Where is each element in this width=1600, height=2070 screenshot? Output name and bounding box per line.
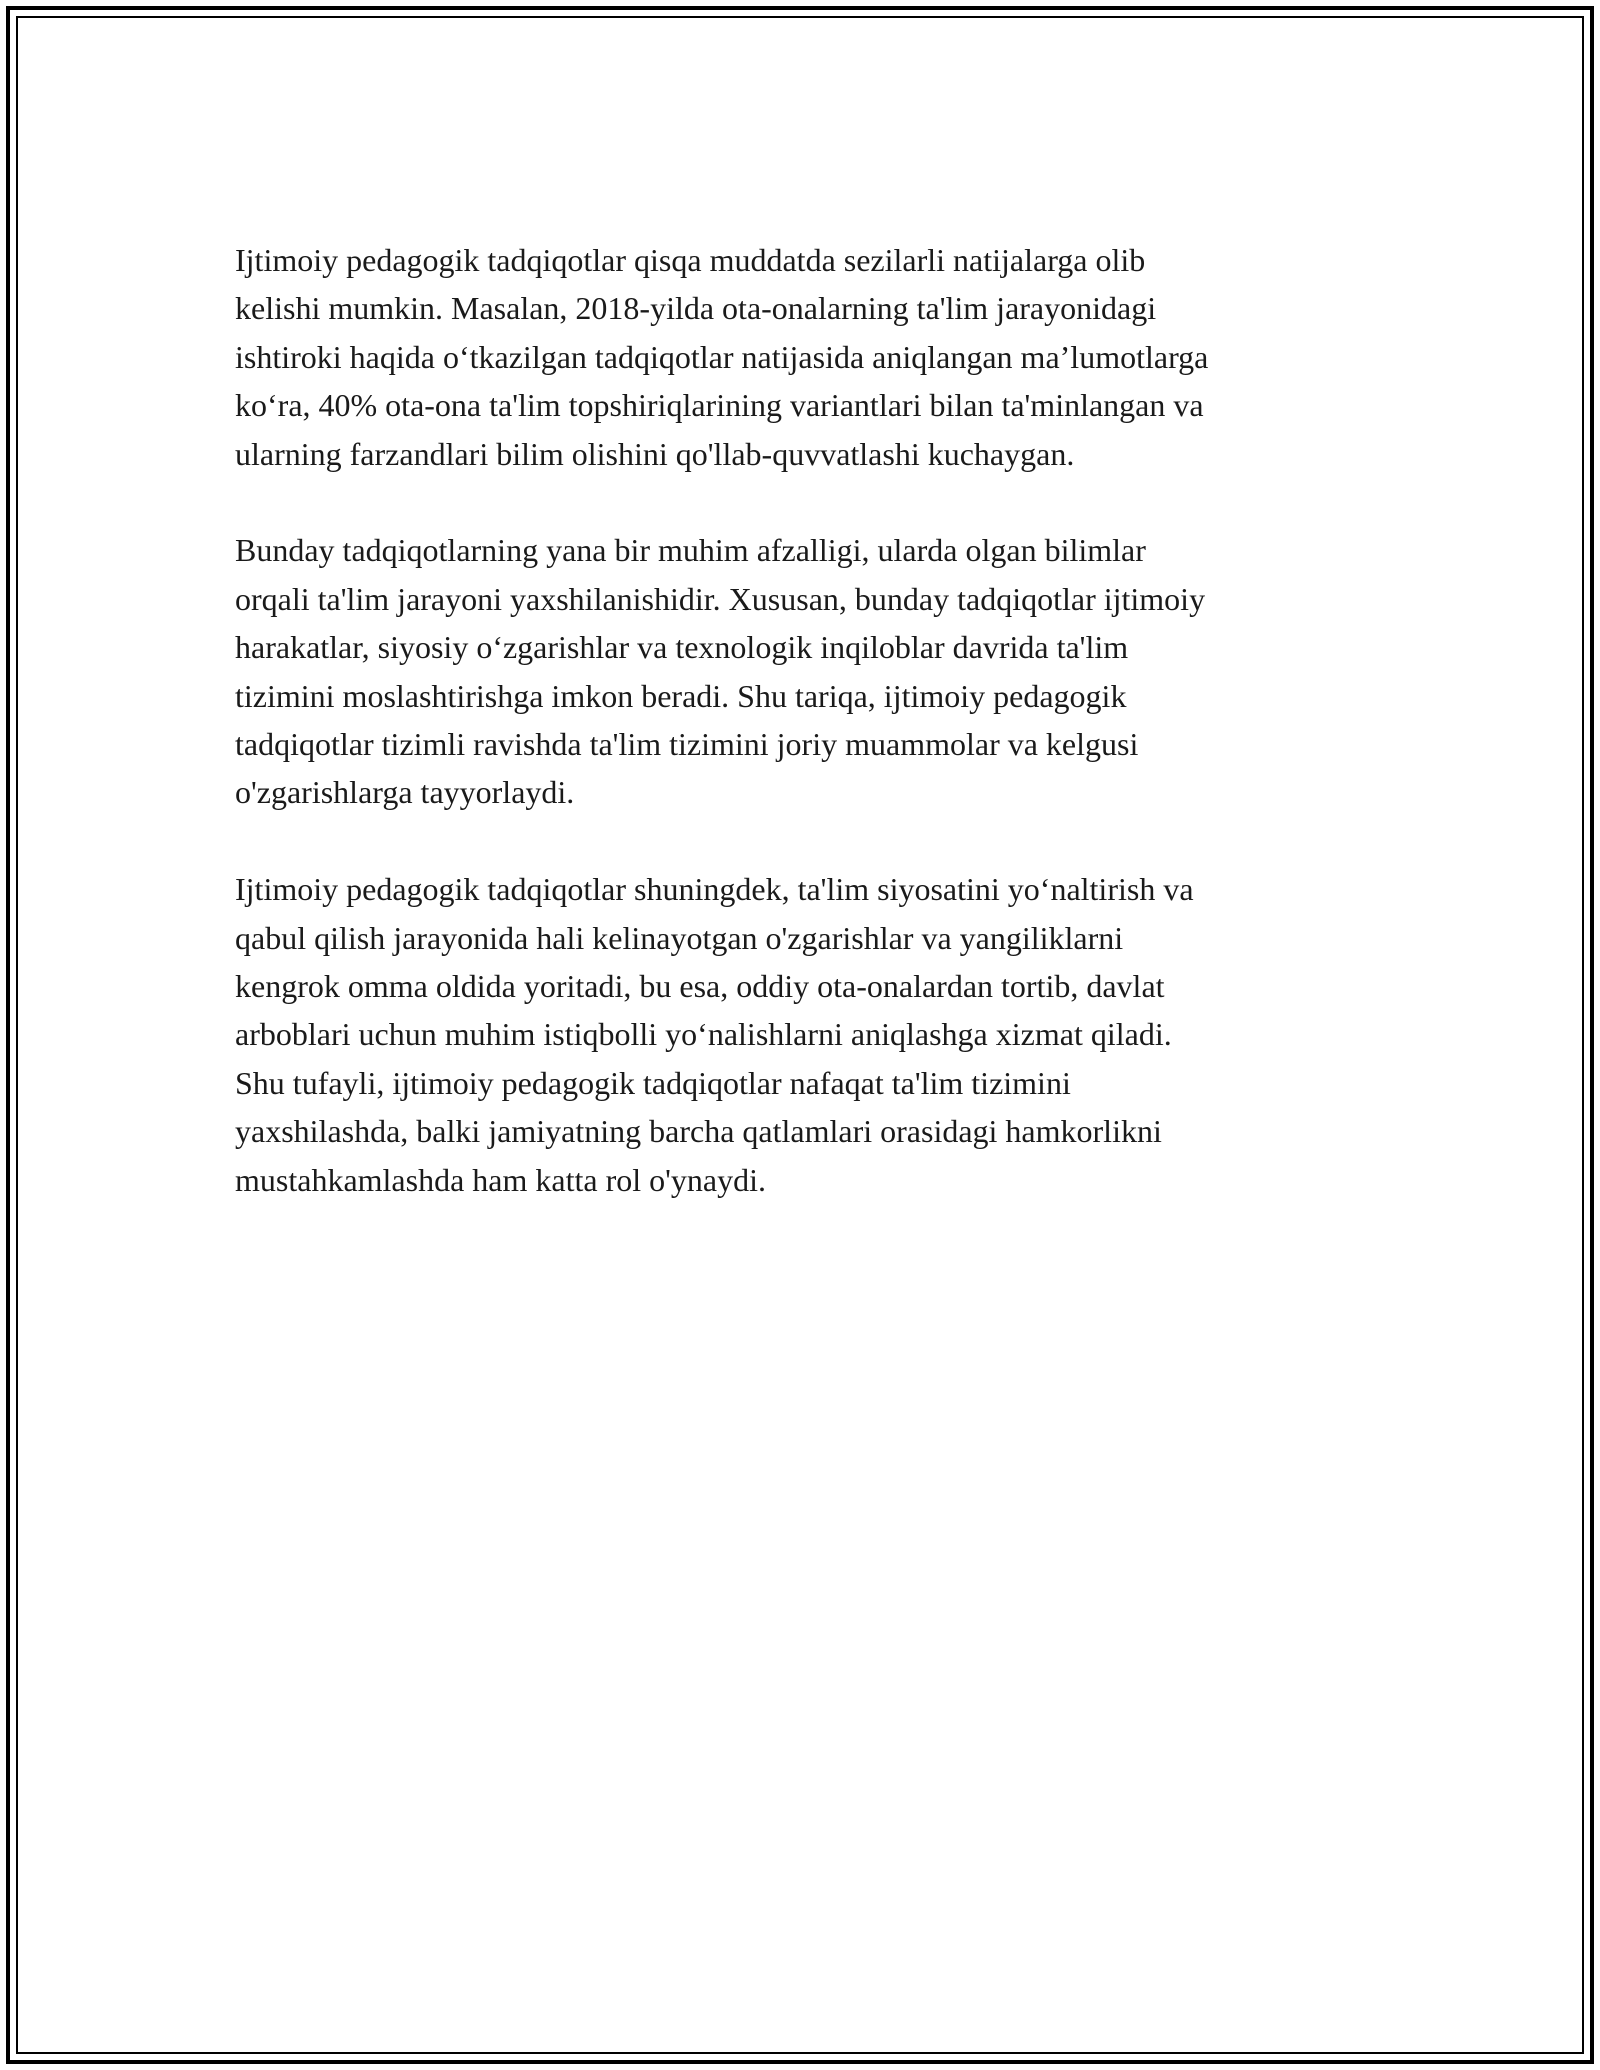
paragraph-3: Ijtimoiy pedagogik tadqiqotlar shuningdek, ta'lim siyosatini yo‘naltirish va qabul qilish jarayonida hali kelinayotgan o'zgarishlar va yangiliklarni kengrok omma oldida yoritadi, bu esa, oddiy ota-onalardan tortib, davlat arboblari uchun muhim istiqbolli yo‘nalishlarni aniqlashga xizmat qiladi. Shu tufayli, ijtimoiy pedagogik tadqiqotlar nafaqat ta'lim tizimini yaxshilashda, balki jamiyatning barcha qatlamlari orasidagi hamkorlikni mustahkamlashda ham katta rol o'ynaydi. bbox=[235, 871, 1194, 1198]
paragraph-1: Ijtimoiy pedagogik tadqiqotlar qisqa muddatda sezilarli natijalarga olib kelishi mumkin. Masalan, 2018-yilda ota-onalarning ta'lim jarayonidagi ishtiroki haqida o‘tkazilgan tadqiqotlar natijasida aniqlangan ma’lumotlarga ko‘ra, 40% ota-ona ta'lim topshiriqlarining variantlari bilan ta'minlangan va ularning farzandlari bilim olishini qo'llab-quvvatlashi kuchaygan. bbox=[235, 242, 1209, 472]
paragraph-2: Bunday tadqiqotlarning yana bir muhim afzalligi, ularda olgan bilimlar orqali ta'lim jarayoni yaxshilanishidir. Xususan, bunday tadqiqotlar ijtimoiy harakatlar, siyosiy o‘zgarishlar va texnologik inqiloblar davrida ta'lim tizimini moslashtirishga imkon beradi. Shu tariqa, ijtimoiy pedagogik tadqiqotlar tizimli ravishda ta'lim tizimini joriy muammolar va kelgusi o'zgarishlarga tayyorlaydi. bbox=[235, 532, 1206, 811]
document-body bbox=[235, 236, 1365, 1252]
